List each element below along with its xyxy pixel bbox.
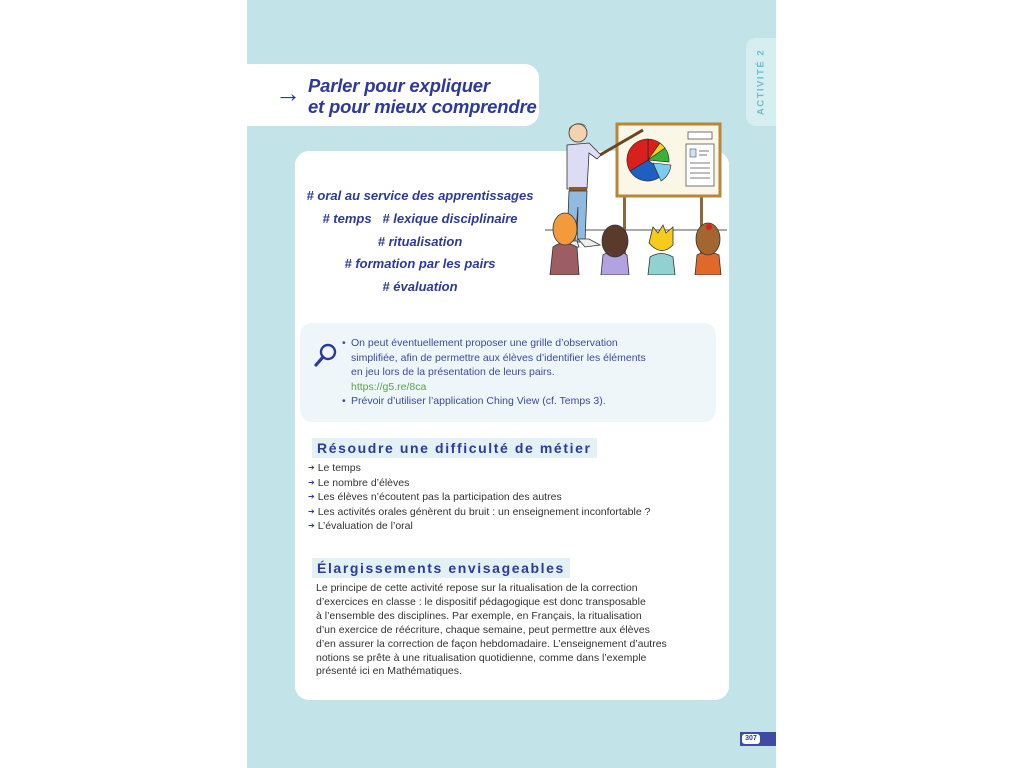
title-line-2: et pour mieux comprendre — [308, 96, 537, 117]
difficulty-item: ➔ L’évaluation de l’oral — [308, 520, 413, 533]
arrow-right-icon: → — [275, 78, 301, 108]
resource-item: • Prévoir d’utiliser l’application Ching View (cf. Temps 3). — [342, 394, 646, 409]
arrow-right-icon: ➔ — [308, 506, 315, 516]
resource-link[interactable]: https://g5.re/8ca — [351, 380, 427, 393]
extensions-paragraph: Le principe de cette activité repose sur la ritualisation de la correction d’exercices en classe : le dispositif pédagogique est donc transposable à l’ensemble des disciplines. Par exemple, en Français, la ritualisation d’un exercice de réécriture, chaque semaine, peut permettre aux élèves d’en assurer la correction de façon hebdomadaire. L’enseignement d’autres notions se prête à une ritualisation quotidienne, comme dans l’exemple présenté ici en Mathématiques. — [316, 582, 667, 678]
difficulty-list — [308, 461, 650, 534]
hashtag: # oral au service des apprentissages — [306, 188, 534, 203]
resource-item: • On peut éventuellement proposer une grille d’observation simplifiée, afin de permettre aux élèves d’identifier les éléments en jeu lors de la présentation de leurs pairs. https://g5.re/8ca — [342, 336, 646, 394]
teacher-illustration — [545, 117, 727, 275]
difficulty-item: ➔ Les élèves n’écoutent pas la participation des autres — [308, 491, 562, 504]
difficulty-item: ➔ Le nombre d’élèves — [308, 476, 410, 489]
hashtag: # évaluation — [382, 279, 458, 295]
arrow-right-icon: ➔ — [308, 492, 315, 502]
hashtag-list — [295, 185, 545, 299]
arrow-right-icon: ➔ — [308, 463, 315, 472]
hashtag: # ritualisation — [377, 233, 463, 249]
hashtag: # temps # lexique disciplinaire — [322, 210, 518, 226]
activity-tab-label: ACTIVITÉ 2 — [755, 48, 767, 116]
difficulty-item: ➔ Les activités orales génèrent du bruit : un enseignement inconfortable ? — [308, 505, 651, 518]
extensions-heading: Élargissements envisageables — [312, 558, 570, 578]
page-number: 307 — [742, 734, 760, 744]
arrow-right-icon: ➔ — [308, 477, 315, 487]
page-number-tab — [740, 732, 776, 746]
title-line-1: Parler pour expliquer — [308, 75, 490, 96]
magnifier-icon — [314, 343, 338, 367]
title-banner — [247, 64, 539, 126]
resources-box — [300, 323, 716, 422]
difficulty-item: ➔ Le temps — [308, 462, 361, 474]
page-title — [308, 75, 537, 117]
difficulty-heading: Résoudre une difficulté de métier — [312, 438, 597, 458]
arrow-right-icon: ➔ — [308, 521, 315, 531]
hashtag: # formation par les pairs — [344, 256, 496, 272]
activity-tab — [746, 38, 776, 126]
resources-list — [342, 336, 646, 409]
